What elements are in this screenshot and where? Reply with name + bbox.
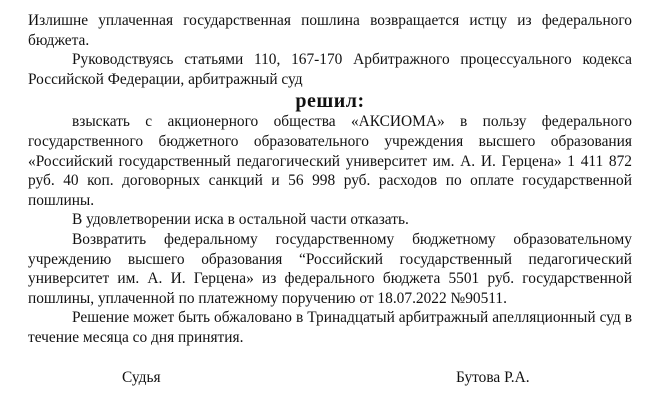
paragraph-legal-basis: Руководствуясь статьями 110, 167-170 Арбитражного процессуального кодекса Российской Федерации, арбитражный суд: [28, 51, 632, 88]
document-body: [28, 11, 632, 348]
signature-role: Судья: [122, 369, 161, 386]
signature-name: Бутова Р.А.: [456, 369, 530, 386]
paragraph-appeal: Решение может быть обжаловано в Тринадцатый арбитражный апелляционный суд в течение месяца со дня принятия.: [28, 309, 632, 346]
paragraph-refund-note: Излишне уплаченная государственная пошлина возвращается истцу из федерального бюджета.: [28, 12, 632, 49]
paragraph-fee-return: Возвратить федеральному государственному бюджетному образовательному учреждению высшего образования “Российский государственный педагогический университет им. А. И. Герцена» из федерального бюджета 5501 руб. государственной пошлины, уплаченной по платежному поручению от 18.07.2022 №90511.: [28, 230, 632, 307]
paragraph-rejection: В удовлетворении иска в остальной части отказать.: [72, 211, 409, 229]
decision-heading: решил:: [295, 90, 365, 113]
paragraph-recovery: взыскать с акционерного общества «АКСИОМА» в пользу федерального государственного бюджетного образовательного учреждения высшего образования «Российский государственный педагогический университет им. А. И. Герцена» 1 411 872 руб. 40 коп. договорных санкций и 56 998 руб. расходов по оплате государственной пошлины.: [28, 113, 632, 209]
